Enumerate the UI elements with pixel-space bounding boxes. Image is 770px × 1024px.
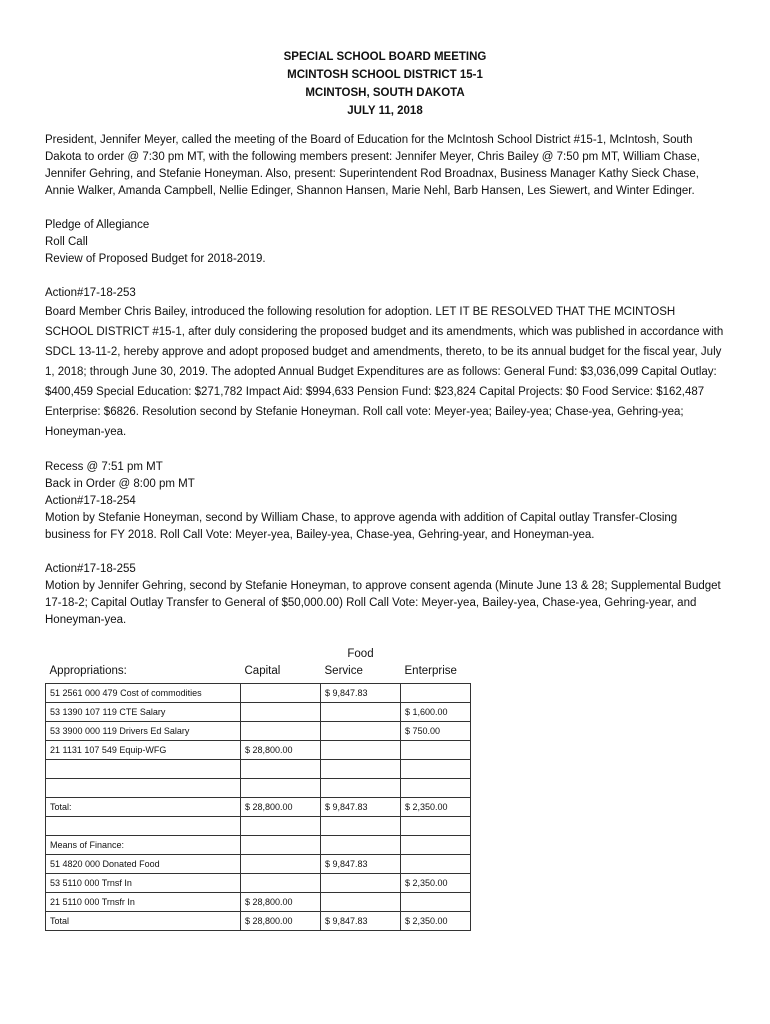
cell-capital — [241, 703, 321, 722]
cell-food-service — [321, 722, 401, 741]
cell-enterprise — [401, 855, 471, 874]
table-row — [46, 722, 471, 741]
cell-label — [46, 817, 241, 836]
cell-food-service — [321, 874, 401, 893]
table-row — [46, 703, 471, 722]
cell-label: 53 1390 107 119 CTE Salary — [46, 703, 241, 722]
table-row — [46, 855, 471, 874]
cell-capital — [241, 760, 321, 779]
cell-capital — [241, 817, 321, 836]
intro-paragraph: President, Jennifer Meyer, called the meeting of the Board of Education for the McIntosh School District #15-1, McIntosh, South Dakota to order @ 7:30 pm MT, with the following members present: Jennifer Meyer, Chris Bailey @ 7:50 pm MT, William Chase, Jennifer Gehring, and Stefanie Honeyman. Also, present: Superintendent Rod Broadnax, Business Manager Kathy Sieck Chase, Annie Walker, Amanda Campbell, Nellie Edinger, Shannon Hansen, Marie Nehl, Barb Hansen, Les Siewert, and Winter Edinger. — [45, 134, 700, 197]
cell-food-service — [321, 760, 401, 779]
cell-label: 21 1131 107 549 Equip-WFG — [46, 741, 241, 760]
cell-food-service — [321, 817, 401, 836]
agenda-list — [45, 217, 725, 268]
cell-food-service — [321, 893, 401, 912]
header-district: MCINTOSH SCHOOL DISTRICT 15-1 — [287, 69, 483, 81]
header-appropriations: Appropriations: — [49, 665, 127, 677]
table-row — [46, 760, 471, 779]
cell-label: Total: — [46, 798, 241, 817]
cell-food-service — [321, 836, 401, 855]
action-254-body: Motion by Stefanie Honeyman, second by William Chase, to approve agenda with addition of Capital outlay Transfer-Closing business for FY 2018. Roll Call Vote: Meyer-yea, Bailey-yea, Chase-yea, Gehring-year, and Honeyman-yea. — [45, 512, 678, 541]
cell-capital: $ 28,800.00 — [241, 741, 321, 760]
table-row — [46, 893, 471, 912]
cell-label: 51 4820 000 Donated Food — [46, 855, 241, 874]
appropriations-table — [45, 646, 471, 931]
header-title: SPECIAL SCHOOL BOARD MEETING — [283, 51, 487, 63]
cell-food-service — [321, 741, 401, 760]
table-body — [46, 684, 471, 931]
cell-label: 51 2561 000 479 Cost of commodities — [46, 684, 241, 703]
document-page — [45, 48, 725, 931]
table-row — [46, 741, 471, 760]
table-row — [46, 874, 471, 893]
cell-capital: $ 28,800.00 — [241, 893, 321, 912]
cell-capital — [241, 874, 321, 893]
cell-enterprise — [401, 760, 471, 779]
header-food-line2: Service — [324, 665, 363, 677]
cell-enterprise: $ 1,600.00 — [401, 703, 471, 722]
cell-enterprise: $ 2,350.00 — [401, 874, 471, 893]
action-253-title: Action#17-18-253 — [45, 287, 136, 299]
table-row — [46, 836, 471, 855]
cell-food-service: $ 9,847.83 — [321, 912, 401, 931]
table-header-row — [46, 646, 471, 684]
back-in-order-line: Back in Order @ 8:00 pm MT — [45, 478, 195, 490]
cell-capital: $ 28,800.00 — [241, 912, 321, 931]
table-row — [46, 684, 471, 703]
cell-label: 53 3900 000 119 Drivers Ed Salary — [46, 722, 241, 741]
recess-line: Recess @ 7:51 pm MT — [45, 461, 163, 473]
cell-enterprise: $ 750.00 — [401, 722, 471, 741]
header-capital: Capital — [244, 665, 281, 677]
header-food-service — [321, 646, 401, 684]
action-254-title: Action#17-18-254 — [45, 495, 136, 507]
cell-label: Means of Finance: — [46, 836, 241, 855]
action-255-body: Motion by Jennifer Gehring, second by Stefanie Honeyman, to approve consent agenda (Minute June 13 & 28; Supplemental Budget 17-18-2; Capital Outlay Transfer to General of $50,000.00) Roll Call Vote: Meyer-yea, Bailey-yea, Chase-yea, Gehring-year, and Honeyman-yea. — [45, 580, 721, 626]
cell-capital — [241, 722, 321, 741]
cell-capital — [241, 855, 321, 874]
cell-enterprise — [401, 893, 471, 912]
cell-label — [46, 779, 241, 798]
cell-label: 21 5110 000 Trnsfr In — [46, 893, 241, 912]
header-food-line1: Food — [347, 648, 374, 660]
table-row — [46, 817, 471, 836]
cell-label — [46, 760, 241, 779]
cell-enterprise — [401, 779, 471, 798]
cell-enterprise — [401, 684, 471, 703]
cell-food-service: $ 9,847.83 — [321, 855, 401, 874]
action-253-body: Board Member Chris Bailey, introduced the following resolution for adoption. LET IT BE RESOLVED THAT THE MCINTOSH SCHOOL DISTRICT #15-1, after duly considering the proposed budget and its amendments, which was published in accordance with SDCL 13-11-2, hereby approve and adopt proposed budget and amendments, thereto, to be its annual budget for the fiscal year, July 1, 2018; through June 30, 2019. The adopted Annual Budget Expenditures are as follows: General Fund: $3,036,099 Capital Outlay: $400,459 Special Education: $271,782 Impact Aid: $994,633 Pension Fund: $23,824 Capital Projects: $0 Food Service: $162,487 Enterprise: $6826. Resolution second by Stefanie Honeyman. Roll call vote: Meyer-yea; Bailey-yea; Chase-yea, Gehring-yea; Honeyman-yea. — [45, 306, 724, 438]
cell-capital — [241, 836, 321, 855]
table-row — [46, 798, 471, 817]
agenda-roll-call: Roll Call — [45, 236, 88, 248]
cell-capital — [241, 779, 321, 798]
header-location: MCINTOSH, SOUTH DAKOTA — [305, 87, 465, 99]
meeting-header — [45, 48, 725, 120]
cell-food-service — [321, 703, 401, 722]
cell-enterprise: $ 2,350.00 — [401, 912, 471, 931]
agenda-budget-review: Review of Proposed Budget for 2018-2019. — [45, 253, 266, 265]
cell-label: Total — [46, 912, 241, 931]
cell-enterprise — [401, 741, 471, 760]
agenda-pledge: Pledge of Allegiance — [45, 219, 150, 231]
cell-food-service — [321, 779, 401, 798]
cell-enterprise — [401, 836, 471, 855]
header-enterprise: Enterprise — [404, 665, 457, 677]
cell-label: 53 5110 000 Trnsf In — [46, 874, 241, 893]
table-row — [46, 912, 471, 931]
cell-capital — [241, 684, 321, 703]
cell-capital: $ 28,800.00 — [241, 798, 321, 817]
cell-food-service: $ 9,847.83 — [321, 798, 401, 817]
cell-enterprise — [401, 817, 471, 836]
table-row — [46, 779, 471, 798]
header-date: JULY 11, 2018 — [347, 105, 423, 117]
action-255-title: Action#17-18-255 — [45, 563, 136, 575]
cell-enterprise: $ 2,350.00 — [401, 798, 471, 817]
cell-food-service: $ 9,847.83 — [321, 684, 401, 703]
